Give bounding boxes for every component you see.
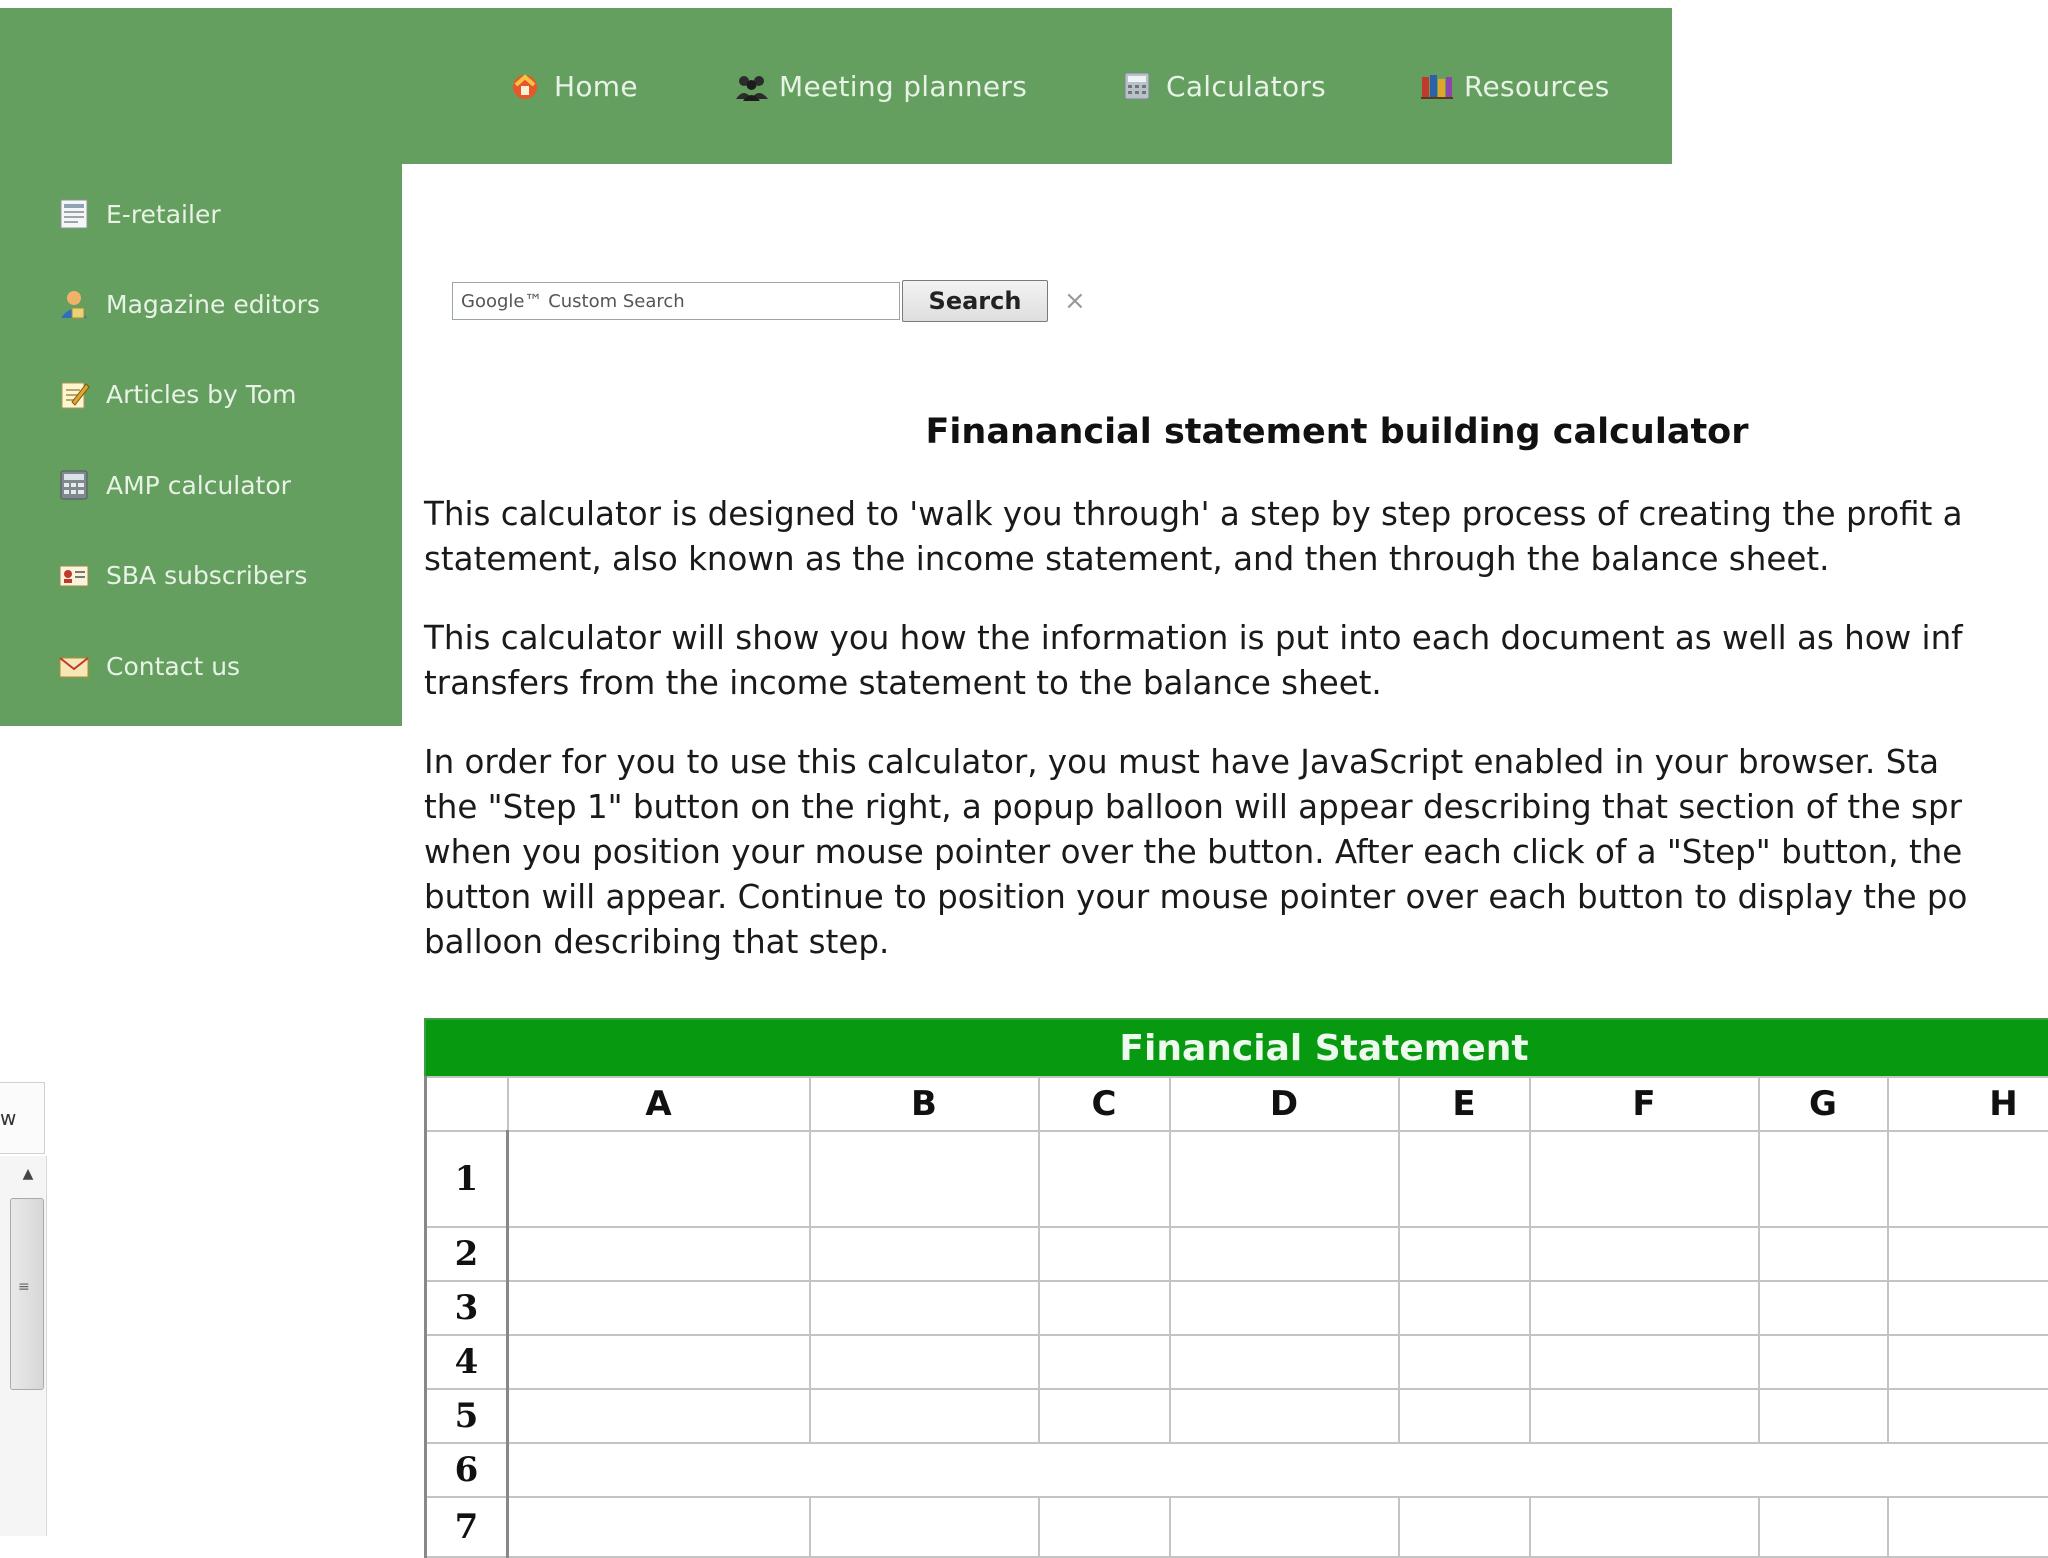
paragraph-line: when you position your mouse pointer over the button. After each click of a "Step" button, the [424, 833, 1962, 871]
column-header: F [1530, 1077, 1759, 1131]
search-input[interactable] [452, 282, 900, 320]
cell[interactable] [1170, 1131, 1399, 1227]
cell[interactable] [1399, 1497, 1530, 1557]
cell[interactable] [1170, 1335, 1399, 1389]
corner-cell [426, 1077, 508, 1131]
sidebar-item-label: Magazine editors [106, 290, 320, 319]
column-header-row [426, 1077, 2048, 1131]
calculator-icon [58, 469, 90, 501]
side-widget-tab[interactable] [0, 1082, 45, 1154]
paragraph-line: button will appear. Continue to position your mouse pointer over each button to display the po [424, 878, 1967, 916]
cell[interactable] [1530, 1335, 1759, 1389]
sidebar-item-e-retailer[interactable] [58, 194, 221, 234]
cell[interactable] [1888, 1227, 2048, 1281]
paragraph-line: transfers from the income statement to the balance sheet. [424, 664, 1382, 702]
cell[interactable] [1759, 1497, 1888, 1557]
cell[interactable] [508, 1227, 810, 1281]
cell[interactable] [508, 1281, 810, 1335]
sidebar-item-amp-calculator[interactable] [58, 465, 291, 505]
cell[interactable] [1759, 1389, 1888, 1443]
contact-card-icon [58, 559, 90, 591]
cell[interactable] [1170, 1389, 1399, 1443]
spreadsheet-grid [424, 1076, 2048, 1558]
cell[interactable] [1170, 1497, 1399, 1557]
cell[interactable] [1530, 1497, 1759, 1557]
editor-icon [58, 288, 90, 320]
table-row [426, 1281, 2048, 1335]
scrollbar-thumb[interactable] [10, 1198, 44, 1390]
table-row [426, 1389, 2048, 1443]
paragraph-line: In order for you to use this calculator, you must have JavaScript enabled in your browser. Sta [424, 743, 1939, 781]
cell[interactable] [1399, 1227, 1530, 1281]
info-paragraph [424, 616, 2048, 706]
notepad-icon [58, 378, 90, 410]
sidebar-item-sba-subscribers[interactable] [58, 555, 307, 595]
sidebar-item-label: AMP calculator [106, 471, 291, 500]
cell[interactable] [810, 1227, 1039, 1281]
merged-cell[interactable] [508, 1443, 2048, 1497]
calculator-icon [1122, 71, 1152, 101]
cell[interactable] [1170, 1227, 1399, 1281]
cell[interactable] [1399, 1335, 1530, 1389]
row-header: 7 [426, 1497, 508, 1557]
nav-item-label: Calculators [1166, 70, 1326, 103]
cell[interactable] [810, 1281, 1039, 1335]
sidebar [0, 164, 402, 726]
people-icon [735, 71, 765, 101]
nav-item-calculators[interactable] [1122, 8, 1326, 164]
column-header: A [508, 1077, 810, 1131]
table-row [426, 1335, 2048, 1389]
envelope-icon [58, 650, 90, 682]
column-header: B [810, 1077, 1039, 1131]
table-row [426, 1497, 2048, 1557]
books-icon [1420, 71, 1450, 101]
cell[interactable] [1399, 1281, 1530, 1335]
table-row [426, 1227, 2048, 1281]
cell[interactable] [1039, 1335, 1170, 1389]
intro-paragraph [424, 492, 2048, 582]
scroll-up-arrow-icon[interactable]: ▲ [16, 1166, 40, 1188]
cell[interactable] [508, 1131, 810, 1227]
cell[interactable] [1039, 1227, 1170, 1281]
cell[interactable] [1039, 1497, 1170, 1557]
nav-item-label: Home [554, 70, 638, 103]
row-header: 5 [426, 1389, 508, 1443]
sidebar-item-magazine-editors[interactable] [58, 284, 320, 324]
nav-item-meeting-planners[interactable] [735, 8, 1027, 164]
cell[interactable] [810, 1131, 1039, 1227]
cell[interactable] [508, 1335, 810, 1389]
financial-statement [424, 1018, 2048, 1558]
home-icon [510, 71, 540, 101]
document-icon [58, 198, 90, 230]
cell[interactable] [1530, 1131, 1759, 1227]
financial-statement-title: Financial Statement [2, 1028, 2048, 1069]
cell[interactable] [1039, 1389, 1170, 1443]
cell[interactable] [508, 1497, 810, 1557]
sidebar-item-articles-by-tom[interactable] [58, 374, 296, 414]
cell[interactable] [508, 1389, 810, 1443]
cell[interactable] [1170, 1281, 1399, 1335]
financial-statement-header [424, 1018, 2048, 1076]
instructions-paragraph [424, 740, 2048, 965]
table-row [426, 1443, 2048, 1497]
row-header: 1 [426, 1131, 508, 1227]
cell[interactable] [1888, 1281, 2048, 1335]
column-header: H [1888, 1077, 2048, 1131]
nav-item-label: Resources [1464, 70, 1610, 103]
nav-item-label: Meeting planners [779, 70, 1027, 103]
cell[interactable] [1759, 1335, 1888, 1389]
cell[interactable] [1530, 1281, 1759, 1335]
clear-search-icon[interactable]: × [1064, 286, 1086, 316]
paragraph-line: the "Step 1" button on the right, a popup balloon will appear describing that section of the spr [424, 788, 1962, 826]
side-widget-label: w [0, 1106, 16, 1130]
cell[interactable] [1039, 1281, 1170, 1335]
cell[interactable] [810, 1335, 1039, 1389]
cell[interactable] [1530, 1389, 1759, 1443]
cell[interactable] [1759, 1227, 1888, 1281]
cell[interactable] [1888, 1335, 2048, 1389]
cell[interactable] [1039, 1131, 1170, 1227]
cell[interactable] [1888, 1131, 2048, 1227]
table-row [426, 1131, 2048, 1227]
column-header: D [1170, 1077, 1399, 1131]
sidebar-item-label: E-retailer [106, 200, 221, 229]
sidebar-item-label: Contact us [106, 652, 240, 681]
cell[interactable] [1888, 1497, 2048, 1557]
nav-item-home[interactable] [510, 8, 638, 164]
nav-item-resources[interactable] [1420, 8, 1610, 164]
row-header: 4 [426, 1335, 508, 1389]
grip-icon: ≡ [18, 1279, 30, 1295]
row-header: 6 [426, 1443, 508, 1497]
paragraph-line: This calculator is designed to 'walk you through' a step by step process of creating the profit a [424, 495, 1963, 533]
search-button[interactable]: Search [902, 280, 1048, 322]
top-nav-bar [0, 8, 1672, 164]
sidebar-item-label: Articles by Tom [106, 380, 296, 409]
cell[interactable] [1759, 1281, 1888, 1335]
paragraph-line: statement, also known as the income statement, and then through the balance sheet. [424, 540, 1829, 578]
row-header: 2 [426, 1227, 508, 1281]
cell[interactable] [810, 1497, 1039, 1557]
column-header: G [1759, 1077, 1888, 1131]
page-title: Finanancial statement building calculator [424, 412, 2048, 452]
cell[interactable] [1759, 1131, 1888, 1227]
cell[interactable] [1399, 1389, 1530, 1443]
paragraph-line: This calculator will show you how the information is put into each document as well as how inf [424, 619, 1963, 657]
cell[interactable] [1530, 1227, 1759, 1281]
cell[interactable] [1888, 1389, 2048, 1443]
cell[interactable] [810, 1389, 1039, 1443]
row-header: 3 [426, 1281, 508, 1335]
column-header: E [1399, 1077, 1530, 1131]
sidebar-item-contact-us[interactable] [58, 646, 240, 686]
cell[interactable] [1399, 1131, 1530, 1227]
column-header: C [1039, 1077, 1170, 1131]
paragraph-line: balloon describing that step. [424, 923, 889, 961]
sidebar-item-label: SBA subscribers [106, 561, 307, 590]
